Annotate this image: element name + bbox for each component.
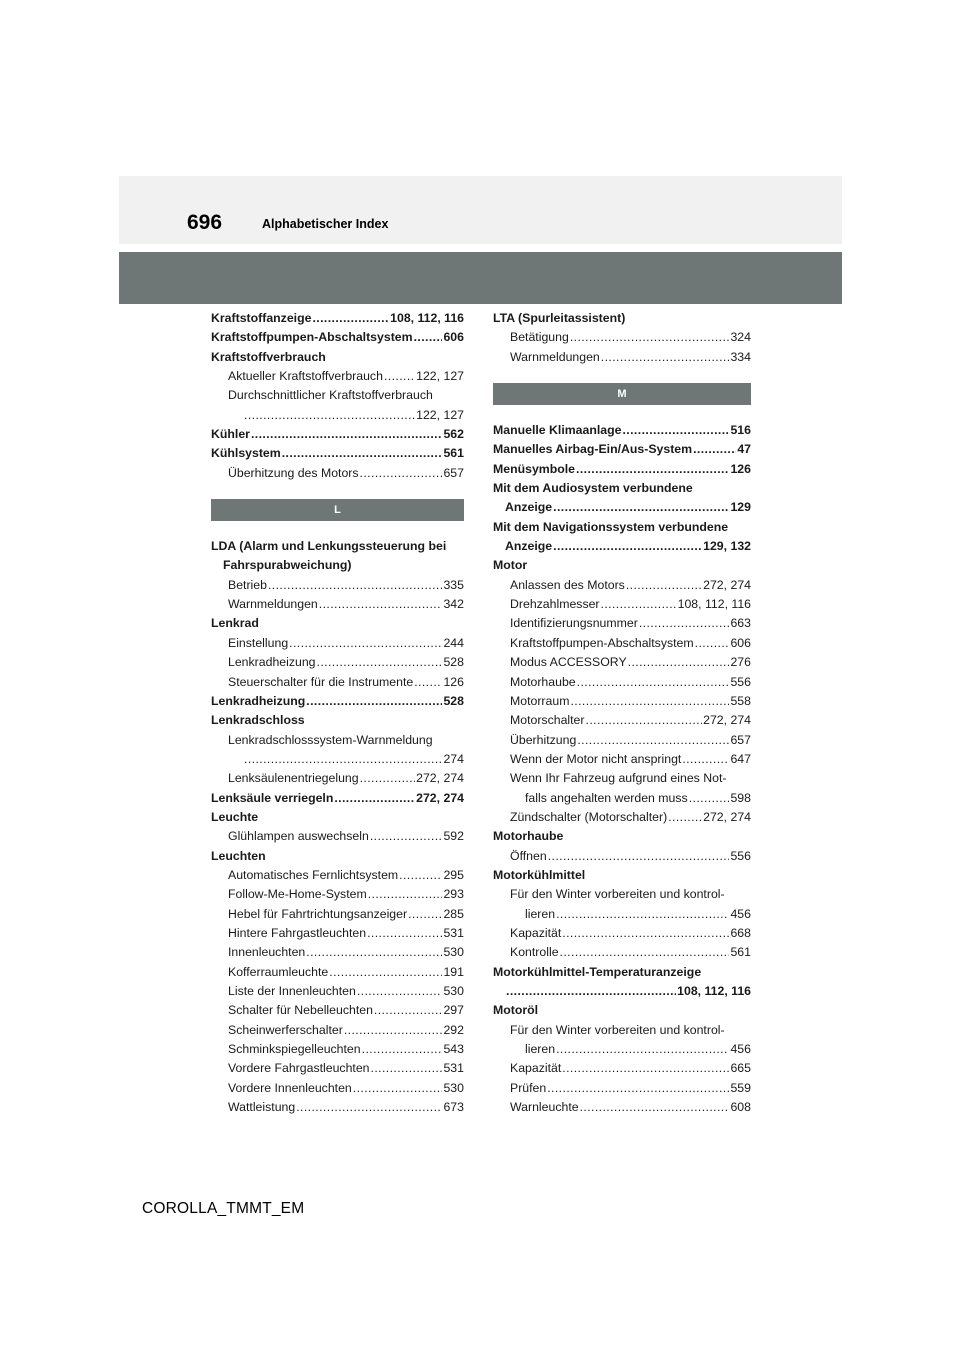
- index-entry-label: Für den Winter vorbereiten und kontrol-: [510, 1022, 725, 1037]
- index-entry-label: Motorhaube: [493, 829, 564, 844]
- section-title: Alphabetischer Index: [262, 217, 389, 231]
- dot-leader: [360, 769, 416, 788]
- index-entry: [211, 425, 464, 444]
- index-entry-page[interactable]: 608: [730, 1100, 751, 1115]
- index-entry-page[interactable]: 456: [730, 1042, 751, 1057]
- index-entry: [493, 421, 751, 440]
- index-entry-label: Liste der Innenleuchten: [228, 984, 356, 998]
- index-entry: [493, 924, 751, 943]
- index-entry-page[interactable]: 129: [730, 500, 751, 515]
- index-heading: [493, 1021, 751, 1040]
- index-entry-page[interactable]: 528: [443, 693, 464, 708]
- dot-leader: [548, 847, 730, 866]
- index-entry: [211, 673, 464, 692]
- index-entry: [211, 367, 464, 386]
- index-entry-label: Vordere Innenleuchten: [228, 1080, 352, 1095]
- index-entry-page[interactable]: 456: [730, 906, 751, 921]
- index-entry: [493, 634, 751, 653]
- index-entry-label: Glühlampen auswechseln: [228, 829, 369, 844]
- index-entry-label: Innenleuchten: [228, 945, 306, 960]
- index-entry: [493, 328, 751, 347]
- index-entry-page[interactable]: 295: [443, 867, 464, 882]
- index-entry-label: Kühlsystem: [211, 446, 281, 461]
- dot-leader: [682, 750, 729, 769]
- index-entry: [493, 731, 751, 750]
- dot-leader: [268, 576, 443, 595]
- index-entry-page[interactable]: 673: [443, 1100, 464, 1115]
- index-entry: [211, 1079, 464, 1098]
- index-entry-page[interactable]: 668: [730, 925, 751, 940]
- dot-leader: [556, 1040, 729, 1059]
- index-entry-page[interactable]: 126: [730, 461, 751, 476]
- header-background: [119, 176, 842, 244]
- dot-leader: [360, 464, 443, 483]
- index-column-right: [493, 309, 751, 1117]
- index-entry: [493, 750, 751, 769]
- index-entry: [211, 328, 464, 347]
- index-entry: [211, 1059, 464, 1078]
- index-heading: [493, 518, 751, 537]
- dot-leader: [556, 905, 729, 924]
- dot-leader: [626, 576, 702, 595]
- index-entry: [211, 692, 464, 711]
- index-entry-label: Anzeige: [505, 500, 553, 515]
- index-entry: [493, 537, 751, 556]
- index-letter-heading: L: [211, 499, 464, 521]
- index-entry-label: Motorkühlmittel: [493, 867, 586, 882]
- index-entry-label: Einstellung: [228, 635, 289, 650]
- index-entry-label: Aktueller Kraftstoffverbrauch: [228, 369, 383, 384]
- index-entry: [493, 1059, 751, 1078]
- index-entry-page[interactable]: 293: [443, 887, 464, 902]
- dot-leader: [570, 328, 730, 347]
- index-entry-label: Drehzahlmesser: [510, 597, 600, 612]
- dot-leader: [553, 537, 702, 556]
- dot-leader: [296, 1098, 442, 1117]
- index-heading: [211, 386, 464, 405]
- index-entry-label: Motorraum: [510, 693, 570, 708]
- index-entry-label: Lenkradheizung: [228, 655, 316, 670]
- index-entry: [493, 673, 751, 692]
- index-entry: [211, 827, 464, 846]
- index-entry-page[interactable]: 285: [443, 906, 464, 921]
- dot-leader: [586, 711, 703, 730]
- dot-leader: [547, 1079, 729, 1098]
- index-heading: [211, 348, 464, 367]
- index-entry: [493, 440, 751, 459]
- index-entry-page[interactable]: 516: [730, 423, 751, 438]
- index-entry-label: Leuchten: [211, 848, 266, 863]
- index-entry-label: Manuelles Airbag-Ein/Aus-System: [493, 442, 693, 457]
- index-entry-page[interactable]: 559: [730, 1080, 751, 1095]
- index-entry: [211, 769, 464, 788]
- index-heading: [493, 309, 751, 328]
- index-entry-label: Leuchte: [211, 809, 259, 824]
- index-heading: [493, 479, 751, 498]
- index-heading: [493, 769, 751, 788]
- dot-leader: [371, 1059, 443, 1078]
- dot-leader: [353, 1079, 443, 1098]
- dot-leader: [334, 789, 415, 808]
- dot-leader: [329, 963, 442, 982]
- index-column-left: [211, 309, 464, 1117]
- index-entry-page[interactable]: 272, 274: [416, 790, 464, 805]
- dot-leader: [601, 348, 730, 367]
- index-heading: [493, 866, 751, 885]
- index-entry-label: Follow-Me-Home-System: [228, 887, 367, 902]
- index-entry-page[interactable]: 556: [730, 848, 751, 863]
- index-entry-label: Fahrspurabweichung): [223, 558, 352, 573]
- index-entry-label: Durchschnittlicher Kraftstoffverbrauch: [228, 388, 433, 403]
- index-heading: [211, 556, 464, 575]
- index-entry-label: Kraftstoffanzeige: [211, 311, 312, 325]
- index-entry-page[interactable]: 129, 132: [703, 539, 751, 554]
- page-number: 696: [187, 211, 223, 234]
- index-entry-page[interactable]: 342: [443, 597, 464, 612]
- index-entry-label: lieren: [525, 906, 556, 921]
- dot-leader: [312, 309, 389, 328]
- index-entry-page[interactable]: 665: [730, 1061, 751, 1076]
- dot-leader: [282, 444, 443, 463]
- index-entry-label: Prüfen: [510, 1080, 547, 1095]
- dot-leader: [367, 924, 442, 943]
- index-entry: [211, 634, 464, 653]
- index-entry-label: Betrieb: [228, 577, 267, 592]
- index-entry: [493, 348, 751, 367]
- index-entry-label: Scheinwerferschalter: [228, 1022, 343, 1037]
- index-entry-page[interactable]: 272, 274: [416, 771, 464, 786]
- index-entry-label: Wattleistung: [228, 1100, 296, 1115]
- index-entry: [493, 1098, 751, 1117]
- index-entry-label: Lenksäule verriegeln: [211, 790, 334, 805]
- index-entry: [211, 653, 464, 672]
- index-entry-label: Für den Winter vorbereiten und kontrol-: [510, 887, 725, 902]
- index-entry-label: Kühler: [211, 427, 250, 442]
- index-entry-page[interactable]: 191: [443, 964, 464, 979]
- index-entry-page[interactable]: 297: [443, 1003, 464, 1018]
- index-entry-page[interactable]: 543: [443, 1042, 464, 1057]
- index-entry-page[interactable]: 606: [443, 330, 464, 345]
- index-entry: [493, 808, 751, 827]
- index-entry-label: Steuerschalter für die Instrumente: [228, 674, 414, 689]
- index-entry-label: Motorschalter: [510, 713, 585, 728]
- index-entry: [211, 982, 464, 1001]
- index-entry-label: Lenksäulenentriegelung: [228, 771, 359, 786]
- dot-leader: [244, 406, 415, 425]
- index-entry-label: Motorkühlmittel-Temperaturanzeige: [493, 964, 702, 979]
- dot-leader: [580, 1098, 730, 1117]
- index-entry: [211, 464, 464, 483]
- index-entry: [211, 885, 464, 904]
- index-entry-label: Kapazität: [510, 925, 562, 940]
- dot-leader: [414, 328, 443, 347]
- index-entry: [211, 963, 464, 982]
- index-entry: [493, 1079, 751, 1098]
- dot-leader: [695, 634, 730, 653]
- index-entry: [211, 1040, 464, 1059]
- dot-leader: [553, 498, 729, 517]
- dot-leader: [576, 460, 729, 479]
- index-entry-label: Überhitzung: [510, 732, 577, 747]
- index-heading: [493, 1001, 751, 1020]
- index-heading: [211, 731, 464, 750]
- index-entry-label: lieren: [525, 1042, 556, 1057]
- index-heading: [211, 808, 464, 827]
- dot-leader: [399, 866, 442, 885]
- index-entry-label: Lenkradschloss: [211, 713, 305, 728]
- index-entry-page[interactable]: 108, 112, 116: [390, 311, 464, 325]
- index-entry: [211, 444, 464, 463]
- index-entry: [493, 905, 751, 924]
- index-entry-label: Betätigung: [510, 330, 569, 345]
- index-entry-label: Hebel für Fahrtrichtungsanzeiger: [228, 906, 408, 921]
- index-entry-label: Menüsymbole: [493, 461, 575, 476]
- index-entry: [493, 711, 751, 730]
- index-entry-page[interactable]: 561: [730, 945, 751, 960]
- index-entry-page[interactable]: 47: [737, 442, 751, 457]
- index-entry-label: falls angehalten werden muss: [525, 790, 688, 805]
- index-entry-label: LTA (Spurleitassistent): [493, 311, 626, 325]
- index-letter-heading: M: [493, 383, 751, 405]
- index-entry-page[interactable]: 558: [730, 693, 751, 708]
- dot-leader: [244, 750, 442, 769]
- index-entry-page[interactable]: 531: [443, 1061, 464, 1076]
- index-entry: [211, 943, 464, 962]
- dot-leader: [693, 440, 736, 459]
- dot-leader: [601, 595, 677, 614]
- index-entry-page[interactable]: 530: [443, 945, 464, 960]
- dot-leader: [628, 653, 730, 672]
- dot-leader: [368, 885, 443, 904]
- index-entry-label: LDA (Alarm und Lenkungssteuerung bei: [211, 539, 447, 554]
- index-entry-page[interactable]: 122, 127: [416, 407, 464, 422]
- index-entry-page[interactable]: 657: [443, 465, 464, 480]
- index-entry-label: Schminkspiegelleuchten: [228, 1042, 361, 1057]
- index-entry-label: Warnmeldungen: [510, 349, 600, 364]
- dot-leader: [317, 653, 443, 672]
- index-entry-page[interactable]: 530: [443, 984, 464, 998]
- index-entry-label: Anzeige: [505, 539, 553, 554]
- index-entry-page[interactable]: 292: [443, 1022, 464, 1037]
- dot-leader: [370, 827, 443, 846]
- footer-code: COROLLA_TMMT_EM: [142, 1200, 305, 1217]
- index-entry: [211, 905, 464, 924]
- index-entry-label: Vordere Fahrgastleuchten: [228, 1061, 370, 1076]
- index-entry-label: Öffnen: [510, 848, 547, 863]
- index-entry-label: Anlassen des Motors: [510, 577, 625, 592]
- index-entry-label: Lenkradschlosssystem-Warnmeldung: [228, 732, 433, 747]
- dot-leader: [562, 1059, 729, 1078]
- index-entry: [211, 750, 464, 769]
- index-entry-page[interactable]: 561: [443, 446, 464, 461]
- index-heading: [493, 963, 751, 982]
- index-entry-label: Zündschalter (Motorschalter): [510, 809, 668, 824]
- index-entry-page[interactable]: 556: [730, 674, 751, 689]
- index-entry: [493, 982, 751, 1001]
- index-entry: [493, 653, 751, 672]
- index-entry-page[interactable]: 530: [443, 1080, 464, 1095]
- dot-leader: [414, 673, 442, 692]
- index-entry-label: Motor: [493, 558, 528, 573]
- index-entry-page[interactable]: 126: [443, 674, 464, 689]
- index-entry-page[interactable]: 647: [730, 751, 751, 766]
- index-entry-label: Identifizierungsnummer: [510, 616, 638, 631]
- index-entry: [493, 576, 751, 595]
- index-entry-page[interactable]: 531: [443, 925, 464, 940]
- header-band: [119, 252, 842, 304]
- index-entry: [211, 595, 464, 614]
- index-entry-label: Manuelle Klimaanlage: [493, 423, 622, 438]
- dot-leader: [319, 595, 443, 614]
- index-entry-label: Warnleuchte: [510, 1100, 579, 1115]
- index-entry-page[interactable]: 122, 127: [416, 369, 464, 384]
- index-entry-label: Kapazität: [510, 1061, 562, 1076]
- index-entry-page[interactable]: 528: [443, 655, 464, 670]
- dot-leader: [560, 943, 730, 962]
- dot-leader: [344, 1021, 443, 1040]
- index-entry-label: Kofferraumleuchte: [228, 964, 329, 979]
- index-entry: [211, 1098, 464, 1117]
- dot-leader: [506, 982, 676, 1001]
- index-entry: [493, 789, 751, 808]
- index-entry-label: Hintere Fahrgastleuchten: [228, 925, 367, 940]
- dot-leader: [306, 943, 442, 962]
- index-entry-label: Kraftstoffpumpen-Abschaltsystem: [510, 635, 694, 650]
- dot-leader: [570, 692, 729, 711]
- dot-leader: [689, 789, 730, 808]
- index-entry: [211, 924, 464, 943]
- index-entry-page[interactable]: 657: [730, 732, 751, 747]
- index-entry: [211, 406, 464, 425]
- dot-leader: [408, 905, 442, 924]
- index-entry-label: Mit dem Navigationssystem verbundene: [493, 519, 729, 534]
- dot-leader: [639, 614, 730, 633]
- index-heading: [211, 711, 464, 730]
- index-heading: [493, 885, 751, 904]
- index-entry: [493, 460, 751, 479]
- index-heading: [493, 827, 751, 846]
- index-entry-page[interactable]: 272, 274: [703, 713, 751, 728]
- index-entry-page[interactable]: 274: [443, 751, 464, 766]
- dot-leader: [357, 982, 443, 1001]
- dot-leader: [251, 425, 443, 444]
- dot-leader: [374, 1001, 443, 1020]
- index-entry: [493, 692, 751, 711]
- index-entry-page[interactable]: 324: [730, 330, 751, 345]
- index-entry-label: Wenn der Motor nicht anspringt: [510, 751, 682, 766]
- index-entry: [211, 866, 464, 885]
- index-entry-page[interactable]: 272, 274: [703, 577, 751, 592]
- index-entry-label: Mit dem Audiosystem verbundene: [493, 481, 693, 496]
- index-entry-label: Lenkradheizung: [211, 693, 306, 708]
- index-entry-label: Automatisches Fernlichtsystem: [228, 867, 399, 882]
- dot-leader: [384, 367, 415, 386]
- dot-leader: [562, 924, 729, 943]
- index-entry: [493, 498, 751, 517]
- dot-leader: [289, 634, 442, 653]
- dot-leader: [306, 692, 442, 711]
- index-entry: [493, 1040, 751, 1059]
- index-entry-page[interactable]: 276: [730, 655, 751, 670]
- index-entry-page[interactable]: 592: [443, 829, 464, 844]
- index-entry-label: Schalter für Nebelleuchten: [228, 1003, 373, 1018]
- index-entry: [493, 595, 751, 614]
- index-entry-page[interactable]: 334: [730, 349, 751, 364]
- index-entry-page[interactable]: 335: [443, 577, 464, 592]
- index-entry: [211, 1021, 464, 1040]
- index-entry: [211, 576, 464, 595]
- index-entry: [211, 789, 464, 808]
- index-entry: [493, 614, 751, 633]
- index-heading: [211, 537, 464, 556]
- index-entry-page[interactable]: 108, 112, 116: [677, 597, 751, 612]
- index-entry-label: Wenn Ihr Fahrzeug aufgrund eines Not-: [510, 771, 727, 786]
- index-entry-page[interactable]: 598: [730, 790, 751, 805]
- index-entry: [493, 847, 751, 866]
- index-entry-label: Motorhaube: [510, 674, 576, 689]
- index-entry-label: Kontrolle: [510, 945, 559, 960]
- index-entry: [211, 309, 464, 328]
- dot-leader: [577, 673, 730, 692]
- index-heading: [493, 556, 751, 575]
- index-entry-label: Warnmeldungen: [228, 597, 318, 612]
- index-entry-label: Lenkrad: [211, 616, 259, 631]
- index-entry-page[interactable]: 244: [443, 635, 464, 650]
- index-entry-label: Kraftstoffverbrauch: [211, 349, 326, 364]
- index-heading: [211, 847, 464, 866]
- index-entry-page[interactable]: 562: [443, 427, 464, 442]
- index-entry: [211, 1001, 464, 1020]
- index-entry-page[interactable]: 606: [730, 635, 751, 650]
- index-entry: [493, 943, 751, 962]
- dot-leader: [577, 731, 729, 750]
- index-entry-page[interactable]: 663: [730, 616, 751, 631]
- index-entry-page[interactable]: 272, 274: [703, 809, 751, 824]
- dot-leader: [668, 808, 702, 827]
- index-entry-page[interactable]: 108, 112, 116: [677, 984, 751, 998]
- dot-leader: [362, 1040, 443, 1059]
- index-entry-label: Modus ACCESSORY: [510, 655, 627, 670]
- index-entry-label: Kraftstoffpumpen-Abschaltsystem: [211, 330, 413, 345]
- index-heading: [211, 614, 464, 633]
- dot-leader: [622, 421, 729, 440]
- index-entry-label: Motoröl: [493, 1003, 539, 1018]
- index-entry-label: Überhitzung des Motors: [228, 465, 359, 480]
